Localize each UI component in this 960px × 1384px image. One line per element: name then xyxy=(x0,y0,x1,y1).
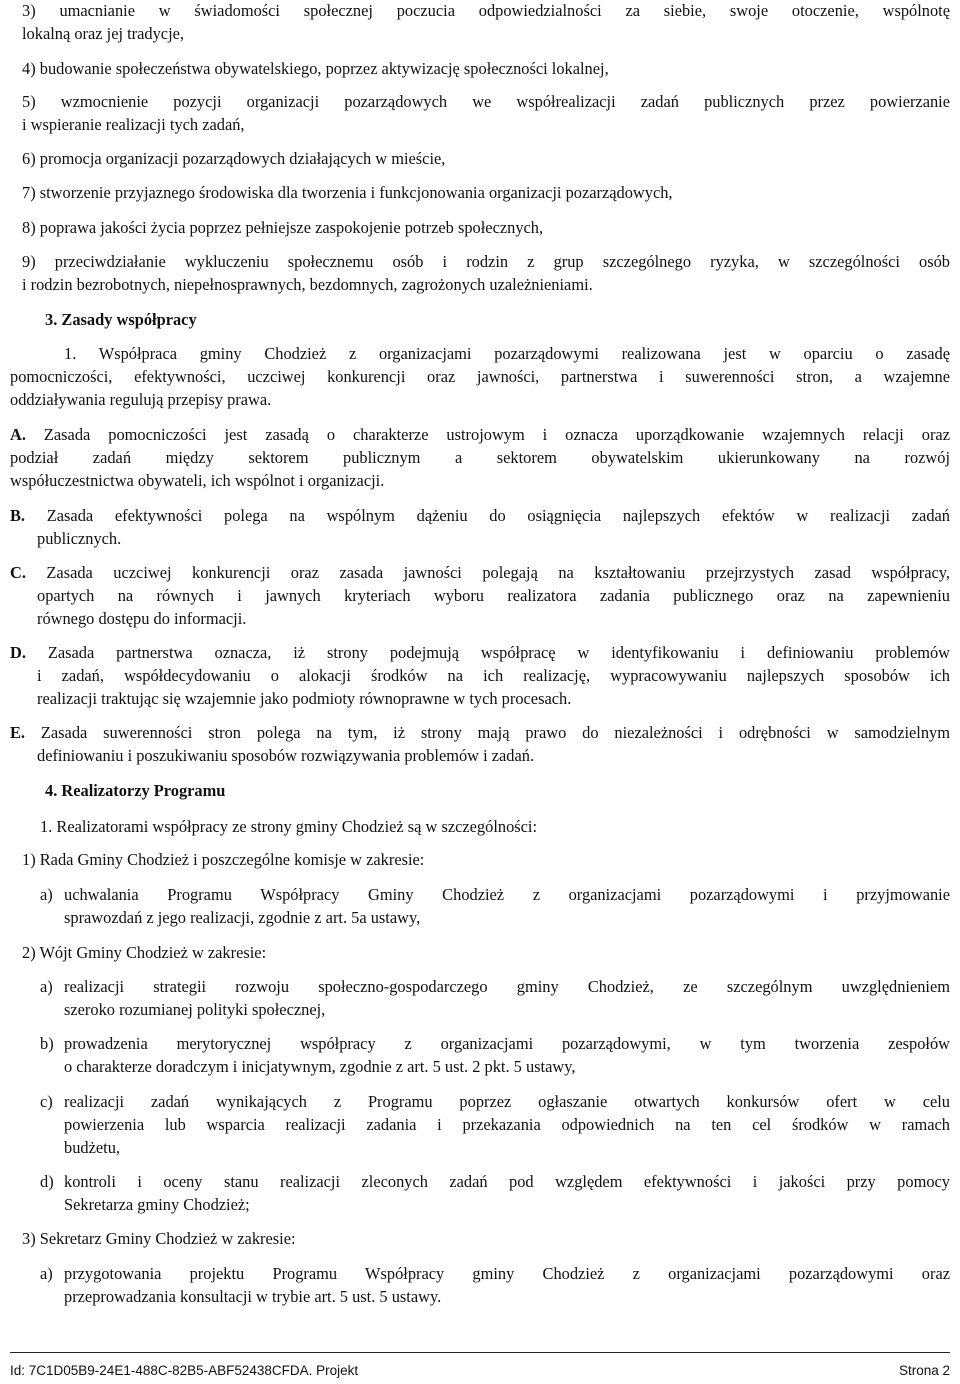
realizer-3: 3) Sekretarz Gminy Chodzież w zakresie: xyxy=(22,1229,296,1248)
realizer-2b: b) prowadzenia merytorycznej współpracy z organizacjami pozarządowymi, w tym tworzenia zespołów xyxy=(40,1032,950,1078)
principle-d-line-3: realizacji traktując się wzajemnie jako podmioty równoprawne w tych procesach. xyxy=(37,689,572,708)
section-4-heading: 4. Realizatorzy Programu xyxy=(45,781,226,800)
section-3-intro-line-2: pomocniczości, efektywności, uczciwej konkurencji oraz jawności, partnerstwa i suwerenności stron, a wzajemne xyxy=(10,367,950,386)
realizer-1a: a) uchwalania Programu Współpracy Gminy Chodzież z organizacjami pozarządowymi i przyjmowanie xyxy=(40,883,950,929)
goal-item-9-cont: i rodzin bezrobotnych, niepełnosprawnych, bezdomnych, zagrożonych uzależnieniami. xyxy=(22,275,593,294)
realizer-2a: a) realizacji strategii rozwoju społeczno-gospodarczego gminy Chodzież, ze szczególnym uwzględnieniem xyxy=(40,975,950,1021)
document-id: Id: 7C1D05B9-24E1-488C-82B5-ABF52438CFDA. Projekt xyxy=(10,1363,359,1378)
principle-b-label: B. xyxy=(10,506,26,525)
realizer-1a-label: a) xyxy=(40,885,53,904)
principle-c-line-3: równego dostępu do informacji. xyxy=(37,609,247,628)
goal-item-7: 7) stworzenie przyjaznego środowiska dla tworzenia i funkcjonowania organizacji pozarządowych, xyxy=(22,183,673,202)
realizer-2d-line-2: Sekretarza gminy Chodzież; xyxy=(64,1195,250,1214)
principle-a-line-2: podział zadań między sektorem publicznym a sektorem obywatelskim ukierunkowany na rozwój xyxy=(10,448,950,467)
principle-a-line-3: współuczestnictwa obywateli, ich wspólnot i organizacji. xyxy=(10,471,385,490)
principle-e: E. Zasada suwerenności stron polega na tym, iż strony mają prawo do niezależności i odrębności w samodzielnym xyxy=(10,723,950,742)
principle-a: A. Zasada pomocniczości jest zasadą o charakterze ustrojowym i oznacza uporządkowanie wzajemnych relacji oraz xyxy=(10,425,950,444)
page-number: Strona 2 xyxy=(898,1363,950,1378)
realizer-2a-label: a) xyxy=(40,977,53,996)
realizer-2b-line-2: o charakterze doradczym i inicjatywnym, zgodnie z art. 5 ust. 2 pkt. 5 ustawy, xyxy=(64,1057,576,1076)
goal-item-9: 9) przeciwdziałanie wykluczeniu społecznemu osób i rodzin z grup szczególnego ryzyka, w szczególności osób xyxy=(22,252,950,271)
section-4-intro: 1. Realizatorami współpracy ze strony gminy Chodzież są w szczególności: xyxy=(40,817,538,836)
realizer-3a-line-2: przeprowadzania konsultacji w trybie art. 5 ust. 5 ustawy. xyxy=(64,1287,442,1306)
realizer-2c: c) realizacji zadań wynikających z Programu poprzez ogłaszanie otwartych konkursów ofert w celu xyxy=(40,1090,950,1136)
realizer-2a-line-2: szeroko rozumianej polityki społecznej, xyxy=(64,1000,326,1019)
principle-b: B. Zasada efektywności polega na wspólnym dążeniu do osiągnięcia najlepszych efektów w realizacji zadań xyxy=(10,506,950,525)
goal-item-3: 3) umacnianie w świadomości społecznej poczucia odpowiedzialności za siebie, swoje otoczenie, wspólnotę xyxy=(22,1,950,20)
realizer-2d-label: d) xyxy=(40,1172,54,1191)
goal-item-4: 4) budowanie społeczeństwa obywatelskiego, poprzez aktywizację społeczności lokalnej, xyxy=(22,59,609,78)
realizer-1a-line-2: sprawozdań z jego realizacji, zgodnie z art. 5a ustawy, xyxy=(64,908,421,927)
principle-c: C. Zasada uczciwej konkurencji oraz zasada jawności polegają na kształtowaniu przejrzystych zasad współpracy, xyxy=(10,563,950,582)
section-3-intro-line-1: 1. Współpraca gminy Chodzież z organizacjami pozarządowymi realizowana jest w oparciu o zasadę xyxy=(64,344,950,363)
realizer-3a-label: a) xyxy=(40,1264,53,1283)
section-3-intro-line-3: oddziaływania regulują przepisy prawa. xyxy=(10,390,272,409)
realizer-2d: d) kontroli i oceny stanu realizacji zleconych zadań pod względem efektywności i jakości przy pomocy xyxy=(40,1170,950,1216)
principle-b-line-2: publicznych. xyxy=(37,529,122,548)
section-3-heading: 3. Zasady współpracy xyxy=(45,310,197,329)
realizer-2b-label: b) xyxy=(40,1034,54,1053)
principle-d-line-2: i zadań, współdecydowaniu o alokacji środków na ich realizację, wypracowywaniu najlepszych sposobów ich xyxy=(37,666,950,685)
realizer-3a: a) przygotowania projektu Programu Współpracy gminy Chodzież z organizacjami pozarządowymi oraz xyxy=(40,1262,950,1308)
principle-e-label: E. xyxy=(10,723,26,742)
goal-item-8: 8) poprawa jakości życia poprzez pełniejsze zaspokojenie potrzeb społecznych, xyxy=(22,218,544,237)
principle-c-label: C. xyxy=(10,563,26,582)
goal-item-5: 5) wzmocnienie pozycji organizacji pozarządowych we współrealizacji zadań publicznych przez powierzanie xyxy=(22,92,950,111)
realizer-1: 1) Rada Gminy Chodzież i poszczególne komisje w zakresie: xyxy=(22,850,425,869)
principle-d: D. Zasada partnerstwa oznacza, iż strony podejmują współpracę w identyfikowaniu i definiowaniu problemów xyxy=(10,643,950,662)
principle-e-line-2: definiowaniu i poszukiwaniu sposobów rozwiązywania problemów i zadań. xyxy=(37,746,535,765)
principle-c-line-2: opartych na równych i jawnych kryteriach wyboru realizatora zadania publicznego oraz na zapewnieniu xyxy=(37,586,950,605)
footer-divider xyxy=(10,1352,950,1353)
realizer-2: 2) Wójt Gminy Chodzież w zakresie: xyxy=(22,943,267,962)
realizer-2c-line-3: budżetu, xyxy=(64,1138,120,1157)
goal-item-3-cont: lokalną oraz jej tradycje, xyxy=(22,24,185,43)
principle-d-label: D. xyxy=(10,643,26,662)
realizer-2c-label: c) xyxy=(40,1092,53,1111)
principle-a-label: A. xyxy=(10,425,26,444)
goal-item-6: 6) promocja organizacji pozarządowych działających w mieście, xyxy=(22,149,446,168)
realizer-2c-line-2: powierzenia lub wsparcia realizacji zadania i przekazania odpowiednich na ten cel środków w ramach xyxy=(64,1115,950,1134)
goal-item-5-cont: i wspieranie realizacji tych zadań, xyxy=(22,115,245,134)
